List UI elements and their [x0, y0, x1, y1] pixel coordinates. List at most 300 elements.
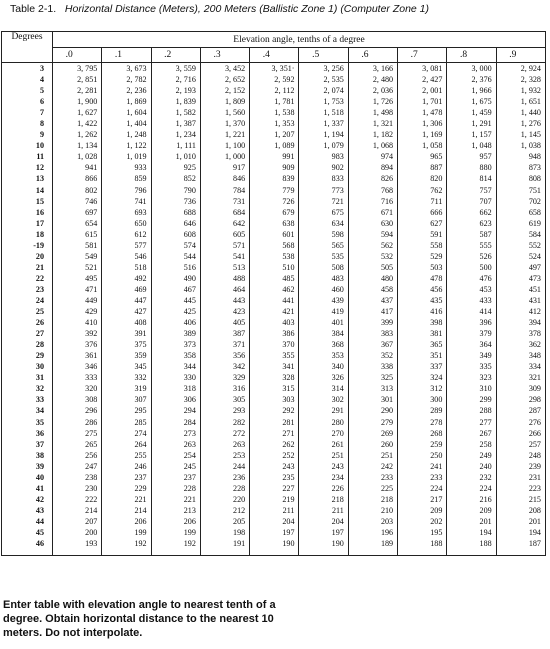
distance-value: 541	[233, 251, 246, 261]
distance-value: 684	[233, 207, 246, 217]
distance-value: 917	[233, 163, 246, 173]
distance-value: 209	[479, 505, 492, 515]
note-line: meters. Do not interpolate.	[3, 627, 143, 639]
distance-value: 1, 478	[422, 108, 443, 118]
distance-value: 338	[380, 362, 394, 372]
distance-value: 1, 900	[77, 97, 98, 107]
degrees-header: Degrees	[2, 32, 53, 63]
distance-value: 211	[331, 505, 344, 515]
distance-value: 833	[331, 174, 344, 184]
distance-value: 191	[233, 539, 246, 549]
degree-value: 40	[35, 472, 44, 482]
distance-value: 211	[282, 505, 295, 515]
distance-value: 267	[479, 428, 492, 438]
distance-value: 252	[282, 450, 295, 460]
distance-value: 746	[85, 196, 98, 206]
padding-cell	[250, 549, 299, 555]
distance-value: 368	[331, 340, 344, 350]
distance-value: 1, 701	[422, 97, 443, 107]
distance-value: 188	[430, 539, 443, 549]
distance-value: 3, 795	[77, 64, 98, 73]
padding-cell	[200, 549, 249, 555]
distance-value: 1, 248	[126, 130, 147, 140]
distance-value: 2, 328	[520, 75, 541, 85]
distance-value: 287	[528, 406, 541, 416]
distance-value: 323	[479, 373, 492, 383]
column-header-label: .0	[65, 50, 73, 60]
distance-value: 243	[282, 461, 295, 471]
distance-value: 784	[233, 185, 246, 195]
distance-value: 549	[85, 251, 98, 261]
distance-value: 518	[134, 262, 147, 272]
distance-value: 1, 966	[471, 86, 492, 96]
distance-value: 218	[380, 494, 394, 504]
distance-table	[1, 31, 546, 556]
distance-value: 299	[479, 395, 492, 405]
distance-value: 329	[233, 373, 246, 383]
distance-value: 238	[85, 472, 98, 482]
distance-column	[200, 63, 249, 550]
distance-value: 214	[85, 505, 98, 515]
distance-value: 646	[183, 218, 196, 228]
distance-value: 439	[331, 295, 344, 305]
distance-value: 546	[134, 251, 147, 261]
distance-value: 2, 652	[224, 75, 246, 85]
distance-value: 277	[479, 417, 492, 427]
distance-value: 965	[430, 152, 443, 162]
distance-value: 371	[233, 340, 246, 350]
distance-value: 1, 122	[126, 141, 147, 151]
distance-value: 341	[282, 362, 295, 372]
distance-value: 558	[430, 240, 443, 250]
distance-value: 242	[380, 461, 394, 471]
distance-value: 3, 000	[471, 64, 492, 73]
distance-value: 2, 851	[77, 75, 98, 85]
distance-value: 2, 535	[323, 75, 344, 85]
distance-value: 1, 000	[224, 152, 246, 162]
distance-value: 421	[282, 307, 295, 317]
distance-value: 1, 291	[471, 119, 492, 129]
distance-value: 245	[183, 461, 196, 471]
degree-value: 36	[35, 428, 44, 438]
distance-column	[53, 63, 102, 550]
distance-value: 839	[282, 174, 295, 184]
distance-value: 460	[331, 284, 344, 294]
distance-value: 294	[183, 406, 196, 416]
column-header	[299, 48, 348, 63]
distance-value: 348	[528, 351, 541, 361]
distance-value: 215	[528, 494, 541, 504]
degree-value: 28	[35, 340, 44, 350]
distance-value: 379	[479, 329, 492, 339]
distance-value: 513	[233, 262, 246, 272]
distance-value: 236	[233, 472, 246, 482]
distance-value: 630	[380, 218, 394, 228]
distance-value: 403	[282, 318, 295, 328]
distance-value: 478	[430, 273, 443, 283]
distance-value: 212	[233, 505, 246, 515]
distance-value: 225	[380, 483, 394, 493]
distance-value: 826	[380, 174, 394, 184]
distance-column	[398, 63, 447, 550]
distance-value: 268	[430, 428, 443, 438]
distance-value: 194	[479, 527, 492, 537]
distance-value: 1, 048	[471, 141, 492, 151]
distance-value: 213	[183, 505, 196, 515]
distance-value: 346	[85, 362, 98, 372]
degree-value: 41	[35, 483, 44, 493]
distance-value: 406	[183, 318, 196, 328]
distance-value: 1, 111	[176, 141, 196, 151]
distance-value: 258	[479, 439, 492, 449]
distance-column	[250, 63, 299, 550]
degree-value: 35	[35, 417, 44, 427]
distance-value: 389	[183, 329, 196, 339]
distance-value: 319	[134, 384, 147, 394]
distance-value: 721	[331, 196, 344, 206]
distance-value: 251	[380, 450, 394, 460]
distance-value: 693	[134, 207, 147, 217]
distance-value: 2, 152	[224, 86, 246, 96]
distance-value: 197	[331, 527, 344, 537]
distance-value: 232	[479, 472, 492, 482]
distance-value: 355	[282, 351, 295, 361]
column-header-label: .5	[312, 50, 320, 60]
padding-cell	[53, 549, 102, 555]
distance-value: 335	[479, 362, 492, 372]
distance-value: 925	[183, 163, 196, 173]
distance-value: 358	[183, 351, 196, 361]
distance-value: 241	[430, 461, 443, 471]
distance-value: 516	[183, 262, 196, 272]
distance-value: 367	[380, 340, 394, 350]
degree-value: 37	[35, 439, 44, 449]
instruction-note	[3, 598, 543, 640]
degree-value: 15	[35, 196, 44, 206]
distance-value: 642	[233, 218, 246, 228]
distance-value: 679	[282, 207, 295, 217]
distance-value: 378	[528, 329, 541, 339]
degree-value: 24	[35, 295, 44, 305]
distance-value: 707	[479, 196, 492, 206]
distance-value: 584	[528, 229, 541, 239]
distance-value: 462	[282, 284, 295, 294]
distance-value: 2, 376	[471, 75, 492, 85]
distance-value: 234	[331, 472, 344, 482]
column-header	[398, 48, 447, 63]
distance-value: 200	[85, 527, 98, 537]
distance-value: 235	[282, 472, 295, 482]
distance-value: 1, 582	[175, 108, 196, 118]
distance-value: 894	[380, 163, 394, 173]
distance-value: 401	[331, 318, 344, 328]
distance-value: 356	[233, 351, 246, 361]
distance-value: 361	[85, 351, 98, 361]
degree-value: 31	[35, 373, 44, 383]
degree-value: 4	[39, 75, 44, 85]
table-number: Table 2-1.	[10, 3, 57, 15]
column-header	[53, 48, 102, 63]
distance-value: 594	[380, 229, 394, 239]
distance-value: 762	[430, 185, 443, 195]
distance-value: 257	[528, 439, 541, 449]
distance-value: 194	[528, 527, 541, 537]
distance-value: 230	[85, 483, 98, 493]
column-header-label: .3	[213, 50, 221, 60]
distance-value: 289	[430, 406, 443, 416]
distance-column	[348, 63, 397, 550]
distance-value: 209	[430, 505, 443, 515]
degree-value: 23	[35, 284, 44, 294]
distance-value: 190	[331, 539, 344, 549]
padding-cell	[398, 549, 447, 555]
distance-value: 948	[528, 152, 541, 162]
distance-value: 859	[134, 174, 147, 184]
distance-value: 301	[380, 395, 394, 405]
note-line: Enter table with elevation angle to nearest tenth of a	[3, 599, 276, 611]
distance-value: 638	[282, 218, 295, 228]
distance-value: 662	[479, 207, 492, 217]
distance-value: 974	[380, 152, 394, 162]
distance-value: 1, 627	[77, 108, 98, 118]
degree-value: 32	[35, 384, 44, 394]
distance-value: 1, 337	[323, 119, 344, 129]
distance-value: 391	[134, 329, 147, 339]
distance-value: 726	[282, 196, 295, 206]
distance-value: 239	[528, 461, 541, 471]
degree-value: 5	[39, 86, 44, 96]
distance-value: 598	[331, 229, 344, 239]
distance-value: 3, 081	[422, 64, 443, 73]
distance-value: 295	[134, 406, 147, 416]
distance-value: 1, 194	[323, 130, 344, 140]
distance-value: 256	[85, 450, 98, 460]
distance-value: 3, 256	[323, 64, 344, 73]
distance-value: 251	[331, 450, 344, 460]
distance-value: 577	[134, 240, 147, 250]
distance-value: 1, 404	[126, 119, 147, 129]
distance-value: 591	[430, 229, 443, 239]
distance-value: 688	[183, 207, 196, 217]
distance-value: 399	[380, 318, 394, 328]
distance-value: 3, 452	[224, 64, 246, 73]
distance-value: 222	[85, 494, 98, 504]
distance-value: 394	[528, 318, 541, 328]
distance-value: 2, 427	[422, 75, 443, 85]
degree-value: 44	[35, 516, 44, 526]
degree-value: 43	[35, 505, 44, 515]
distance-value: 324	[430, 373, 443, 383]
distance-value: 192	[134, 539, 147, 549]
distance-value: 505	[380, 262, 394, 272]
distance-value: 1, 518	[323, 108, 344, 118]
distance-value: 1, 221	[224, 130, 246, 140]
distance-value: 220	[233, 494, 246, 504]
distance-value: 233	[380, 472, 394, 482]
distance-value: 488	[233, 273, 246, 283]
distance-value: 485	[282, 273, 295, 283]
distance-value: 298	[528, 395, 541, 405]
distance-value: 344	[183, 362, 196, 372]
distance-value: 269	[380, 428, 394, 438]
distance-value: 736	[183, 196, 196, 206]
distance-value: 1, 306	[422, 119, 443, 129]
distance-value: 259	[430, 439, 443, 449]
distance-value: 1, 387	[175, 119, 196, 129]
degrees-column	[2, 63, 53, 550]
distance-value: 290	[380, 406, 394, 416]
distance-value: 419	[331, 307, 344, 317]
distance-value: 456	[430, 284, 443, 294]
distance-value: 206	[183, 516, 196, 526]
distance-value: 608	[183, 229, 196, 239]
distance-value: 202	[430, 516, 443, 526]
distance-value: 305	[233, 395, 246, 405]
distance-value: 333	[85, 373, 98, 383]
distance-value: 190	[282, 539, 295, 549]
degree-value: 27	[35, 329, 44, 339]
distance-value: 229	[134, 483, 147, 493]
distance-value: 280	[331, 417, 344, 427]
distance-value: 193	[85, 539, 98, 549]
distance-value: 435	[430, 295, 443, 305]
distance-value: 247	[85, 461, 98, 471]
distance-value: 1, 753	[323, 97, 344, 107]
distance-value: 532	[380, 251, 394, 261]
distance-value: 370	[282, 340, 295, 350]
distance-value: 2, 112	[274, 86, 295, 96]
distance-value: 473	[528, 273, 541, 283]
distance-value: 2, 716	[175, 75, 196, 85]
distance-value: 408	[134, 318, 147, 328]
distance-value: 325	[380, 373, 394, 383]
distance-value: 396	[479, 318, 492, 328]
degree-value: 9	[39, 130, 44, 140]
distance-value: 697	[85, 207, 98, 217]
distance-value: 271	[282, 428, 295, 438]
distance-value: 427	[134, 307, 147, 317]
distance-value: 2, 782	[126, 75, 147, 85]
distance-value: 318	[183, 384, 196, 394]
distance-value: 768	[380, 185, 394, 195]
distance-value: 351	[430, 351, 443, 361]
distance-value: 417	[380, 307, 394, 317]
distance-value: 1, 234	[175, 130, 196, 140]
distance-value: 376	[85, 340, 98, 350]
distance-value: 1, 100	[224, 141, 246, 151]
distance-value: 310	[479, 384, 492, 394]
padding-cell	[102, 549, 151, 555]
distance-value: 503	[430, 262, 443, 272]
distance-value: 702	[528, 196, 541, 206]
distance-value: 204	[331, 516, 344, 526]
distance-value: 265	[85, 439, 98, 449]
distance-value: 240	[479, 461, 492, 471]
degree-value: 42	[35, 494, 44, 504]
distance-value: 3, 166	[372, 64, 394, 73]
degree-value: -19	[33, 240, 44, 250]
distance-value: 497	[528, 262, 541, 272]
distance-value: 192	[183, 539, 196, 549]
distance-value: 292	[282, 406, 295, 416]
distance-value: 221	[183, 494, 196, 504]
column-header	[348, 48, 397, 63]
distance-value: 467	[183, 284, 196, 294]
distance-value: 345	[134, 362, 147, 372]
distance-value: 451	[528, 284, 541, 294]
padding-cell	[151, 549, 200, 555]
distance-value: 250	[430, 450, 443, 460]
distance-value: 612	[134, 229, 147, 239]
distance-value: 1, 068	[372, 141, 394, 151]
distance-value: 308	[85, 395, 98, 405]
distance-value: 255	[134, 450, 147, 460]
distance-value: 991	[282, 152, 295, 162]
distance-value: 521	[85, 262, 98, 272]
distance-value: 741	[134, 196, 147, 206]
distance-value: 650	[134, 218, 147, 228]
distance-value: 524	[528, 251, 541, 261]
distance-value: 1, 422	[77, 119, 98, 129]
distance-value: 1, 932	[520, 86, 541, 96]
padding-cell	[496, 549, 545, 555]
distance-value: 1, 207	[274, 130, 295, 140]
distance-value: 315	[282, 384, 295, 394]
distance-value: 1, 498	[372, 108, 394, 118]
distance-value: 571	[233, 240, 246, 250]
distance-value: 716	[380, 196, 394, 206]
distance-value: 244	[233, 461, 246, 471]
distance-value: 2, 236	[126, 86, 147, 96]
distance-value: 619	[528, 218, 541, 228]
distance-value: 433	[479, 295, 492, 305]
degree-value: 17	[35, 218, 44, 228]
distance-value: 199	[183, 527, 196, 537]
distance-value: 302	[331, 395, 344, 405]
distance-value: 634	[331, 218, 344, 228]
distance-value: 1, 038	[520, 141, 541, 151]
distance-value: 312	[430, 384, 443, 394]
degree-value: 7	[39, 108, 44, 118]
distance-value: 342	[233, 362, 246, 372]
distance-value: 263	[183, 439, 196, 449]
distance-column	[102, 63, 151, 550]
distance-value: 392	[85, 329, 98, 339]
distance-value: 658	[528, 207, 541, 217]
distance-value: 201	[528, 516, 541, 526]
degree-value: 18	[35, 229, 44, 239]
distance-value: 2, 281	[77, 86, 98, 96]
distance-value: 398	[430, 318, 443, 328]
distance-value: 654	[85, 218, 98, 228]
column-header-label: .1	[114, 50, 122, 60]
distance-value: 412	[528, 307, 541, 317]
distance-value: 414	[479, 307, 492, 317]
distance-value: 296	[85, 406, 98, 416]
distance-value: 316	[233, 384, 246, 394]
distance-value: 1, 869	[126, 97, 147, 107]
padding-cell	[447, 549, 496, 555]
distance-value: 274	[134, 428, 147, 438]
distance-value: 441	[282, 295, 295, 305]
distance-value: 279	[380, 417, 394, 427]
distance-value: 373	[183, 340, 196, 350]
distance-value: 359	[134, 351, 147, 361]
distance-value: 469	[134, 284, 147, 294]
distance-value: 480	[380, 273, 394, 283]
column-header-label: .4	[262, 50, 270, 60]
column-header-row	[2, 48, 546, 63]
